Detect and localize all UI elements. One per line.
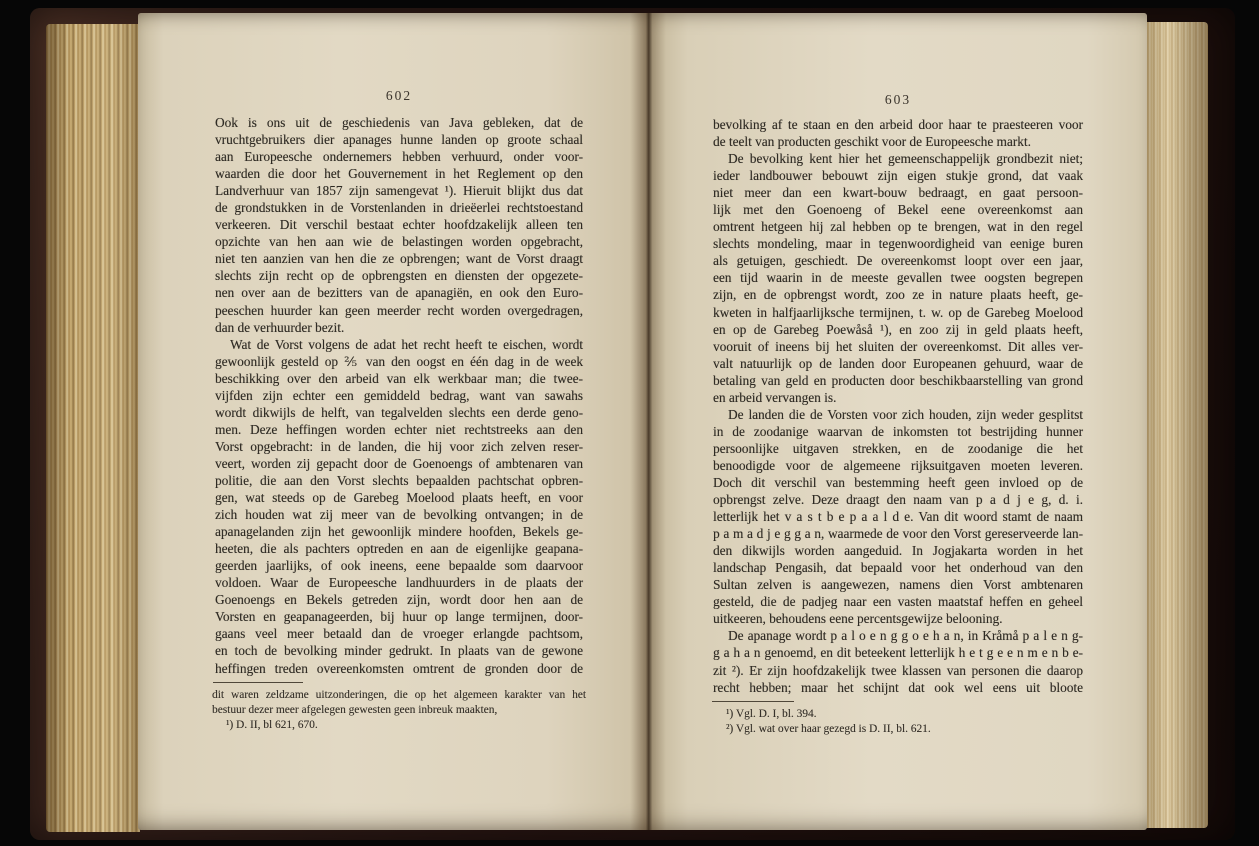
text-line: gewoonlijk gesteld op ⅖ van den oogst en één dag in de week [215, 353, 583, 369]
footnote-line: ²) Vgl. wat over haar gezegd is D. II, bl. 621. [726, 722, 931, 735]
page-603-body-text [713, 116, 1083, 696]
text-line: en toch de bevolking minder gedrukt. In plaats van de gewone [215, 643, 583, 659]
text-line: valt natuurlijk op de landen door Europeanen gehuurd, waar de [713, 355, 1083, 371]
text-line: gaans veel meer betaald dan de vroeger erlangde pachtsom, [215, 626, 583, 642]
text-line: apanagelanden zijn het gewoonlijk mindere hoofden, Bekels ge- [215, 524, 583, 540]
text-line: Vorst opgebracht: in de landen, die hij voor zich zelven reser- [215, 438, 583, 454]
text-line: politie, die aan den Vorst slechts bepaalden pachtschat opbren- [215, 472, 583, 488]
text-line: lijk met den Goenoeng of Bekel eene overeenkomst aan [713, 202, 1083, 218]
text-line: voldoen. Waar de Europeesche landhuurders in de plaats der [215, 575, 583, 591]
footnote-rule [712, 701, 794, 702]
text-line: slechts zijn recht op de opbrengsten en diensten der opgezete- [215, 268, 583, 284]
text-line: De bevolking kent hier het gemeenschappelijk grondbezit niet; [728, 151, 1083, 167]
text-line: de grondstukken in de Vorstenlanden in drieëerlei rechtstoestand [215, 200, 583, 216]
text-line: Doch dit verschil van bestemming heeft geen invloed op de [713, 474, 1083, 490]
text-line: aan Europeesche ondernemers hebben verhuurd, onder voor- [215, 149, 583, 165]
text-line: Goenoengs en Bekels getreden zijn, wordt door hen aan de [215, 592, 583, 608]
text-line: opzichte van hen aan wie de belastingen worden opgebracht, [215, 234, 583, 250]
right-fore-edge-pages [1146, 22, 1208, 828]
text-line: betaling van geld en producten door beschikbaarstelling van grond [713, 372, 1083, 388]
page-602-footnotes [212, 688, 586, 732]
text-line: Vorsten en geapanageerden, bij huur op lange termijnen, door- [215, 609, 583, 625]
text-line: gen, wat steeds op de Garebeg Moelood plaats heeft, en voor [215, 490, 583, 506]
footnote-rule [213, 682, 303, 683]
text-line: als getuigen, geschiedt. De overeenkomst loopt over een jaar, [713, 253, 1083, 269]
text-line: peeschen huurder kan geen meerder recht worden overgedragen, [215, 302, 583, 318]
text-line: persoonlijke uitgaven strekken, en de zoodanige die het [713, 440, 1083, 456]
page-number-603: 603 [884, 92, 912, 107]
text-line: ieder landbouwer bebouwt zijn eigen stukje grond, dat vaak [713, 168, 1083, 184]
footnote-line: ¹) D. II, bl 621, 670. [226, 718, 318, 731]
footnote-line: bestuur dezer meer afgelegen gewesten geen inbreuk maakten, [212, 703, 498, 716]
text-line: vruchtgebruikers dier apanages hunne landen op groote schaal [215, 132, 583, 148]
text-line: veert, worden zij gepacht door de Goenoengs of ambtenaren van [215, 455, 583, 471]
text-line: kweten in halfjaarlijksche termijnen, t. w. op de Garebeg Moelood [713, 304, 1083, 320]
text-line: gesteld, die de padjeg naar een vasten maatstaf heffen en geheel [713, 594, 1083, 610]
text-line: Wat de Vorst volgens de adat het recht heeft te eischen, wordt [230, 336, 583, 352]
text-line: heffingen treden overeenkomsten omtrent de gronden door de [215, 660, 583, 676]
text-line: landschap Pengasih, dat bepaald voor het onderhoud van den [713, 560, 1083, 576]
text-line: beschikking over den arbeid van elk werkbaar man; die twee- [215, 370, 583, 386]
text-line: wordt dikwijls de helft, van tegalvelden slechts een derde geno- [215, 404, 583, 420]
text-line: men. Deze heffingen worden echter niet rechtstreeks aan den [215, 421, 583, 437]
text-line: zit ²). Er zijn hoofdzakelijk twee klassen van personen die daarop [713, 662, 1083, 678]
text-line: in de zoodanige waarvan de inkomsten tot bestrijding hunner [713, 423, 1083, 439]
text-line: slechts mondeling, maar in tegenwoordigheid van eenige buren [713, 236, 1083, 252]
text-line: en arbeid vervangen is. [713, 389, 837, 405]
text-line: en op de Garebeg Poewåså ¹), en zoo zij in geld plaats heeft, [713, 321, 1083, 337]
text-line: een tijd waarin in de meeste gevallen twee oogsten begrepen [713, 270, 1083, 286]
footnote-line: dit waren zeldzame uitzonderingen, die op het algemeen karakter van het [212, 689, 586, 701]
text-line: niet meer dan een kwart-bouw bedraagt, en gaat persoon- [713, 185, 1083, 201]
text-line: vijfden zijn echter een gemiddeld bedrag, want van sawahs [215, 387, 583, 403]
text-line: g a h a n genoemd, en dit beteekent letterlijk h e t g e e n m e n b e- [713, 645, 1083, 661]
text-line: recht hebben; maar het schijnt dat ook wel eens uit bloote [713, 679, 1083, 695]
text-line: omtrent hetgeen hij zal hebben op te brengen, wat in den regel [713, 219, 1083, 235]
text-line: opbrengst zelve. Deze draagt den naam van p a d j e g, d. i. [713, 492, 1083, 508]
text-line: zich houden wat zij meer van de bevolking ontvangen; in de [215, 507, 583, 523]
text-line: de teelt van producten geschikt voor de Europeesche markt. [713, 134, 1031, 150]
left-fore-edge-pages [46, 24, 140, 832]
text-line: bevolking af te staan en den arbeid door haar te praesteeren voor [713, 117, 1083, 132]
text-line: den dikwijls worden aangeduid. In Jogjakarta worden in het [713, 543, 1083, 559]
text-line: geerden jaarlijks, of ook ineens, eene bepaalde som daarvoor [215, 558, 583, 574]
page-number-602: 602 [385, 88, 413, 103]
page-602-body-text [215, 114, 583, 677]
text-line: waarden die door het Gouvernement in het Reglement op den [215, 166, 583, 182]
text-line: letterlijk het v a s t b e p a a l d e. Van dit woord stamt de naam [713, 509, 1083, 525]
text-line: De apanage wordt p a l o e n g g o e h a n, in Kråmå p a l e n g- [728, 628, 1083, 644]
text-line: verkeeren. Dit verschil bestaat echter hoofdzakelijk alleen ten [215, 217, 583, 233]
text-line: Landverhuur van 1857 zijn samengevat ¹). Hieruit blijkt dus dat [215, 183, 583, 199]
book-gutter-shadow [630, 13, 666, 830]
text-line: uitkeeren, behoudens eene percentsgewijze belooning. [713, 611, 1003, 627]
text-line: benoodigde voor de algemeene rijksuitgaven moeten leveren. [713, 457, 1083, 473]
text-line: Sultan zelven is aangewezen, namens dien Vorst ambtenaren [713, 577, 1083, 593]
text-line: vooruit of ineens bij het sluiten der overeenkomst. Dit alles ver- [713, 338, 1083, 354]
text-line: zijn, en de opbrengst wordt, zoo ze in nature plaats heeft, ge- [713, 287, 1083, 303]
text-line: dan de verhuurder bezit. [215, 319, 345, 335]
page-603-footnotes [712, 707, 1086, 737]
text-line: heeten, die als pachters optreden en aan de eigenlijke geapana- [215, 541, 583, 557]
text-line: Ook is ons uit de geschiedenis van Java gebleken, dat de [215, 115, 583, 130]
text-line: nen over aan de bezitters van de apanagiën, en ook den Euro- [215, 285, 583, 301]
footnote-line: ¹) Vgl. D. I, bl. 394. [726, 708, 817, 720]
text-line: niet ten aanzien van hen die ze opbrengen; want de Vorst draagt [215, 251, 583, 267]
text-line: De landen die de Vorsten voor zich houden, zijn weder gesplitst [728, 406, 1083, 422]
text-line: p a m a d j e g g a n, waarmede de voor den Vorst gereserveerde lan- [713, 526, 1083, 542]
